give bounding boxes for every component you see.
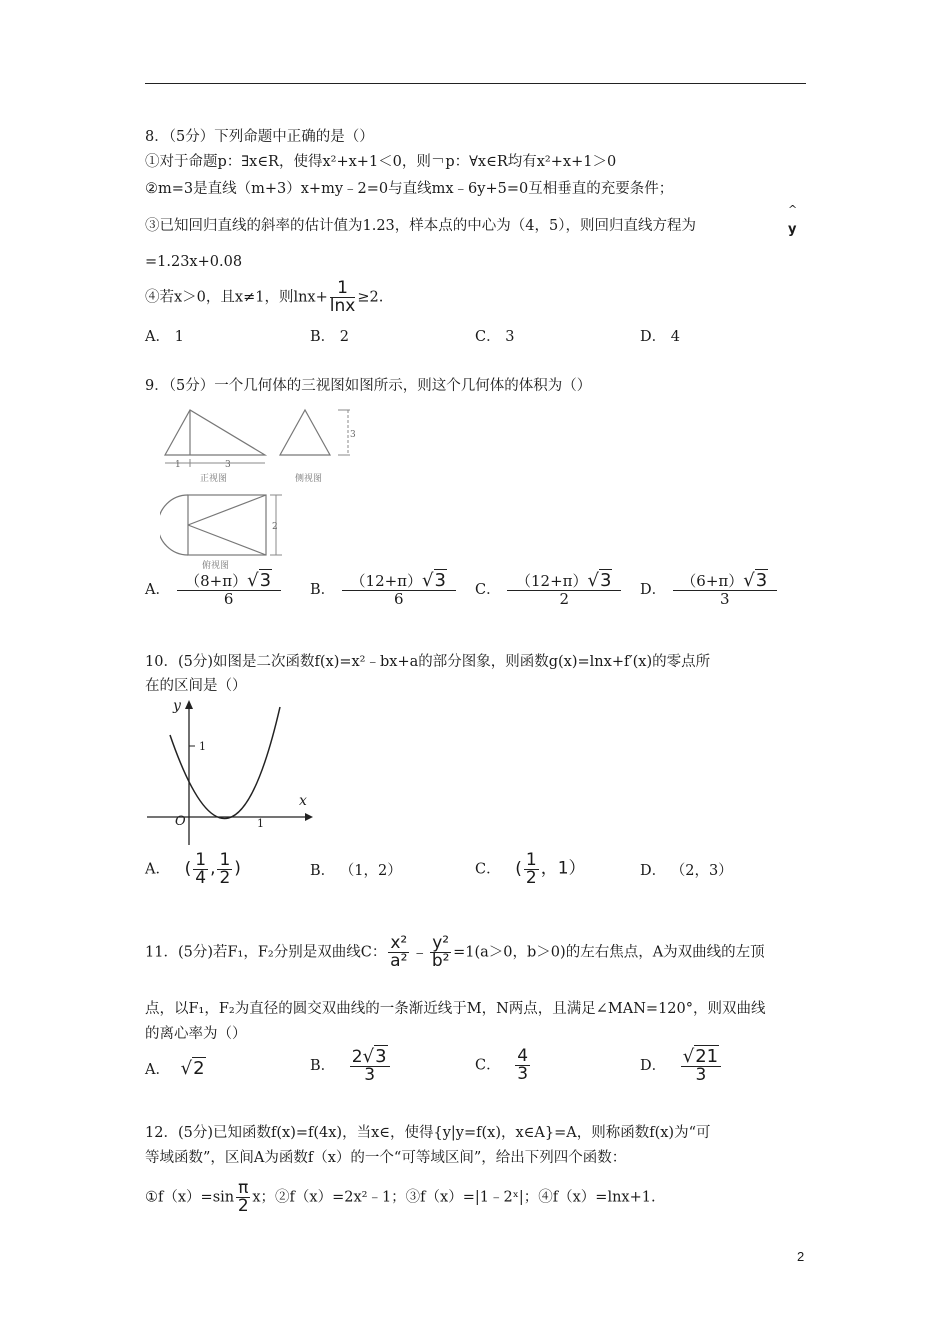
q9-option-b: B． $\frac{(12+\pi)√3}{6}$ [310,572,458,608]
q11-option-a: A． √2 [145,1058,205,1079]
dim-1: 1 [175,460,181,470]
q9-option-c: C． $\frac{(12+\pi)√3}{2}$ [475,572,623,608]
header-rule [145,83,806,84]
dim-3: 3 [225,460,231,470]
fraction: $\frac{1}{\ln x}$ [329,278,356,316]
q8-statement-2: ②m=3是直线（m+3）x+my﹣2=0与直线mx﹣6y+5=0互相垂直的充要条件； [145,181,674,197]
front-view-shape [165,410,265,455]
q10-option-b: B． （1，2） [310,863,402,879]
q9-option-a: A． $\frac{(8+\pi)√3}{6}$ [145,572,283,608]
q10-option-d: D． （2，3） [640,863,733,879]
y-tick-1: 1 [199,740,206,753]
q8-statement-1: ①对于命题p：∃x∈R，使得x²+x+1＜0，则￢p：∀x∈R均有x²+x+1＞0 [145,154,617,170]
q11-line1: 11．(5分)若F₁，F₂分别是双曲线C： $\frac{\text{x²}}{\text{a²}}$ ﹣ $\frac{\text{y²}}{\text{b²}}$ =1(a＞0，b＞0)的左右焦点，A为双曲线的左顶 [145,933,765,971]
dim-height: 3 [350,430,356,440]
q11-option-c: C． $\frac{4}{3}$ [475,1046,529,1084]
q8-option-b: B． 2 [310,329,349,345]
three-view-figure [160,405,370,570]
origin-label: O [175,814,186,829]
q12-line2: 等域函数”，区间A为函数f（x）的一个“可等域区间”，给出下列四个函数： [145,1150,627,1166]
q11-line2: 点，以F₁，F₂为直径的圆交双曲线的一条渐近线于M，N两点，且满足∠MAN=120°，则双曲线 [145,1001,766,1017]
q8-statement-3: ③已知回归直线的斜率的估计值为1.23，样本点的中心为（4，5），则回归直线方程为 ^ y [145,203,798,237]
q10-stem-line2: 在的区间是（） [145,678,247,694]
q11-option-b: B． $\frac{2√3}{3}$ [310,1048,392,1084]
q9-stem: 9．（5分）一个几何体的三视图如图所示，则这个几何体的体积为（） [145,378,592,394]
q8-stem: 8．（5分）下列命题中正确的是（） [145,129,374,145]
hat-symbol: ^ [788,203,798,216]
q9-option-d: D． $\frac{(6+\pi)√3}{3}$ [640,572,779,608]
q10-option-c: C． ( $\frac{1}{2}$ ，1） [475,850,586,888]
x-tick-1: 1 [257,817,264,830]
q11-option-d: D． $\frac{√21}{3}$ [640,1048,723,1084]
q10-option-a: A． ( $\frac{1}{4}$ , $\frac{1}{2}$ ) [145,850,241,888]
dim-2: 2 [272,522,278,532]
side-view-shape [280,410,330,455]
q10-stem-line1: 10．(5分)如图是二次函数f(x)=x²﹣bx+a的部分图象，则函数g(x)=lnx+f′(x)的零点所 [145,654,711,670]
q8-option-c: C． 3 [475,329,515,345]
q11-line3: 的离心率为（） [145,1026,247,1042]
side-view-label: 侧视图 [295,474,323,484]
x-axis-label: x [299,793,307,809]
y-hat: y [788,222,797,237]
q12-line3: ①f（x）=sin $\frac{\pi}{2}$ x；②f（x）=2x²﹣1；③f（x）=|1﹣2ˣ|；④f（x）=lnx+1. [145,1178,656,1216]
q8-option-d: D． 4 [640,329,680,345]
q8-option-a: A． 1 [145,329,184,345]
q8-statement-3-cont: =1.23x+0.08 [145,254,243,270]
q8-statement-4: ④若x＞0，且x≠1，则lnx+ $\frac{1}{\ln x}$ ≥2. [145,278,384,316]
parabola-graph [145,695,320,847]
q12-line1: 12．(5分)已知函数f(x)=f(4x)，当x∈，使得{y|y=f(x)，x∈A}=A，则称函数f(x)为“可 [145,1125,711,1141]
top-view-shape [188,495,266,555]
y-axis-label: y [173,698,181,714]
parabola-curve [170,707,280,819]
top-view-label: 俯视图 [202,561,230,570]
page-number: 2 [797,1249,805,1264]
front-view-label: 正视图 [200,474,228,484]
